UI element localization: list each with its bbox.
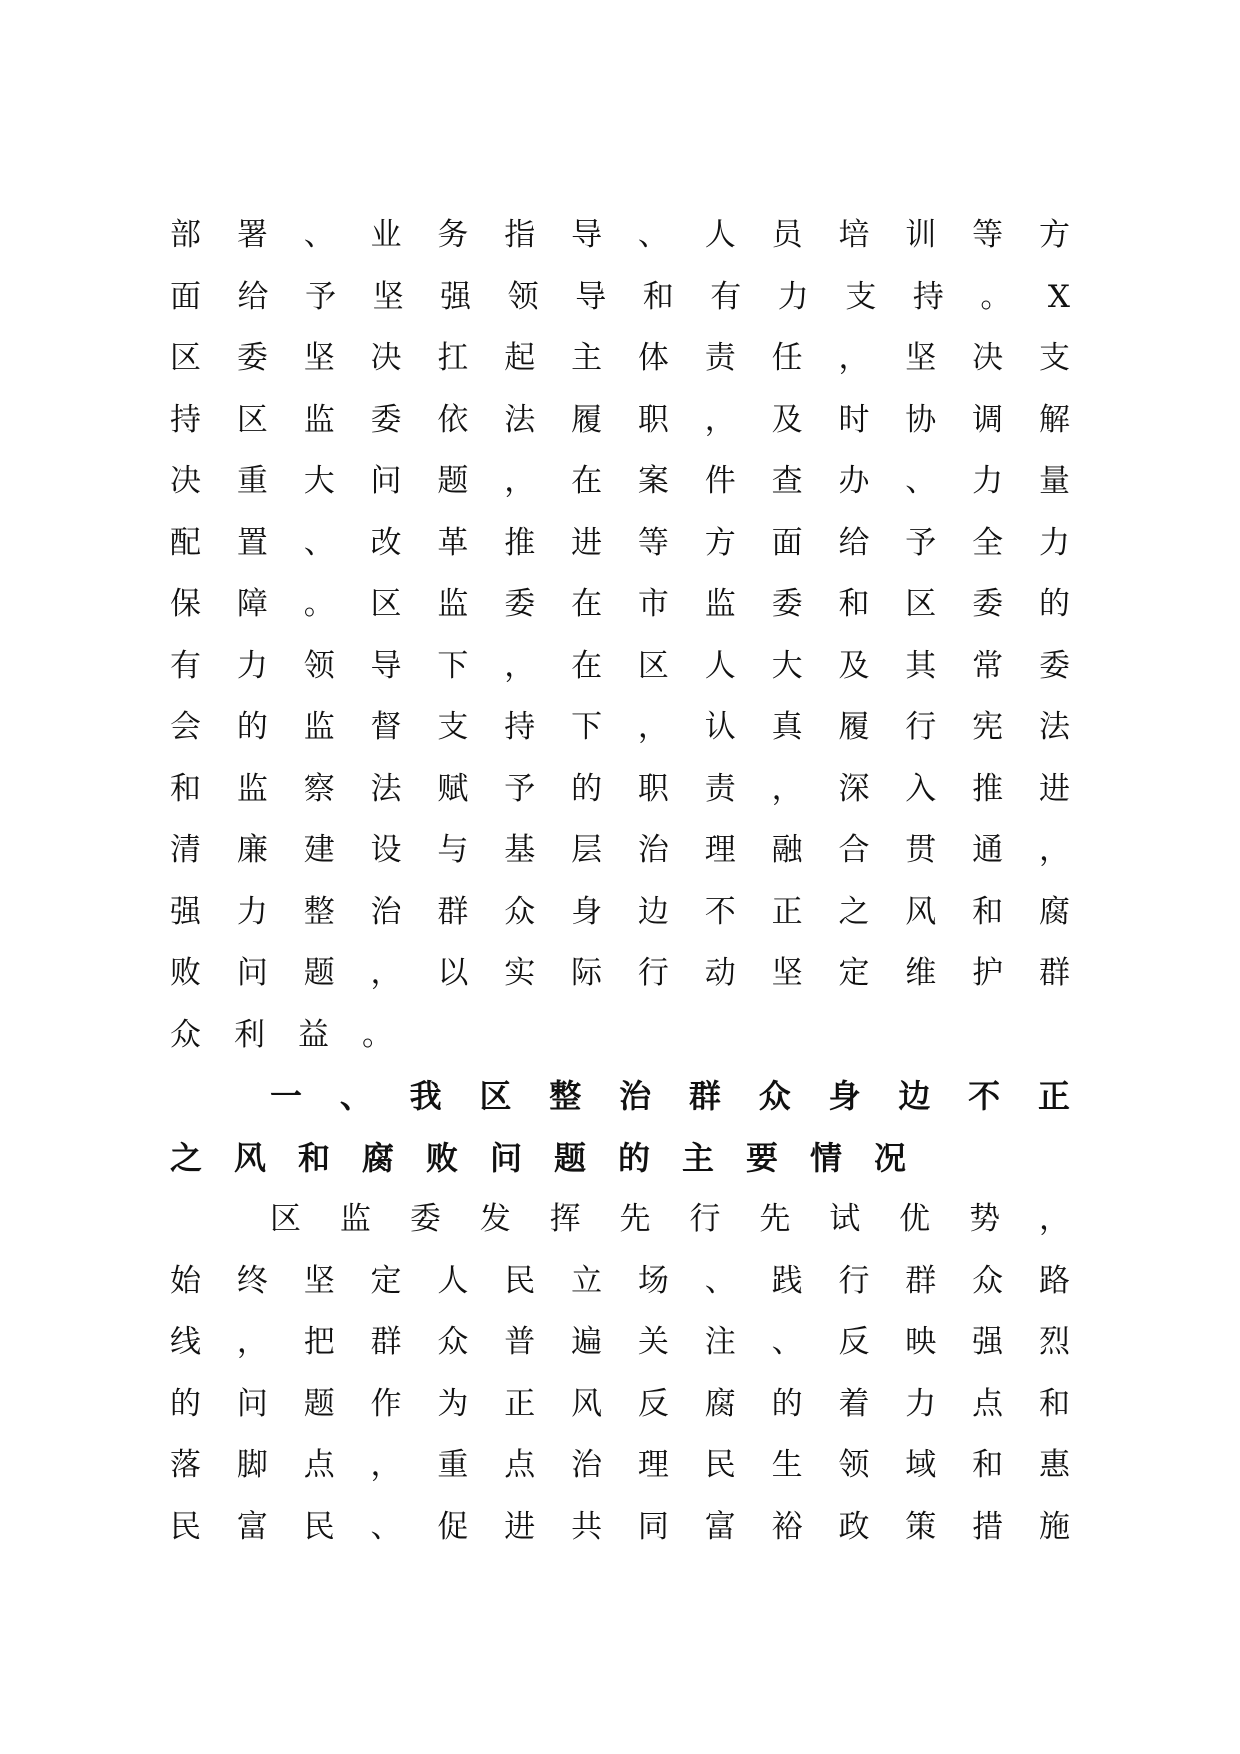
paragraph-1-line-8: 有 力 领 导 下 ， 在 区 人 大 及 其 常 委 <box>170 647 1070 684</box>
section-heading-line-1: 一 、 我 区 整 治 群 众 身 边 不 正 <box>270 1077 1070 1115</box>
paragraph-1-line-4: 持 区 监 委 依 法 履 职 ， 及 时 协 调 解 <box>170 401 1070 438</box>
paragraph-1-line-11: 清 廉 建 设 与 基 层 治 理 融 合 贯 通 ， <box>170 832 1070 868</box>
section-heading-line-2: 之风和腐败问题的主要情况 <box>170 1138 939 1177</box>
paragraph-1-line-6: 配 置 、 改 革 推 进 等 方 面 给 予 全 力 <box>170 524 1070 561</box>
paragraph-1-line-2: 面 给 予 坚 强 领 导 和 有 力 支 持 。 X <box>170 278 1070 315</box>
document-body <box>170 205 1070 1558</box>
paragraph-1-line-5: 决 重 大 问 题 ， 在 案 件 查 办 、 力 量 <box>170 463 1070 499</box>
paragraph-2-line-2: 始 终 坚 定 人 民 立 场 、 践 行 群 众 路 <box>170 1262 1070 1299</box>
paragraph-1-line-13: 败 问 题 ， 以 实 际 行 动 坚 定 维 护 群 <box>170 955 1070 991</box>
paragraph-1-line-9: 会 的 监 督 支 持 下 ， 认 真 履 行 宪 法 <box>170 709 1070 745</box>
paragraph-2-line-6: 民 富 民 、 促 进 共 同 富 裕 政 策 措 施 <box>170 1508 1070 1545</box>
paragraph-2-line-3: 线 ， 把 群 众 普 遍 关 注 、 反 映 强 烈 <box>170 1324 1070 1360</box>
paragraph-2-line-1: 区 监 委 发 挥 先 行 先 试 优 势 ， <box>270 1201 1070 1237</box>
paragraph-1-line-1: 部 署 、 业 务 指 导 、 人 员 培 训 等 方 <box>170 217 1070 253</box>
paragraph-2-line-5: 落 脚 点 ， 重 点 治 理 民 生 领 域 和 惠 <box>170 1447 1070 1483</box>
paragraph-1-line-3: 区 委 坚 决 扛 起 主 体 责 任 ， 坚 决 支 <box>170 340 1070 376</box>
paragraph-1-line-14: 众利益。 <box>170 1016 426 1053</box>
paragraph-1-line-12: 强 力 整 治 群 众 身 边 不 正 之 风 和 腐 <box>170 893 1070 930</box>
paragraph-2-line-4: 的 问 题 作 为 正 风 反 腐 的 着 力 点 和 <box>170 1385 1070 1422</box>
paragraph-1-line-7: 保 障 。 区 监 委 在 市 监 委 和 区 委 的 <box>170 586 1070 622</box>
paragraph-1-line-10: 和 监 察 法 赋 予 的 职 责 ， 深 入 推 进 <box>170 770 1070 807</box>
